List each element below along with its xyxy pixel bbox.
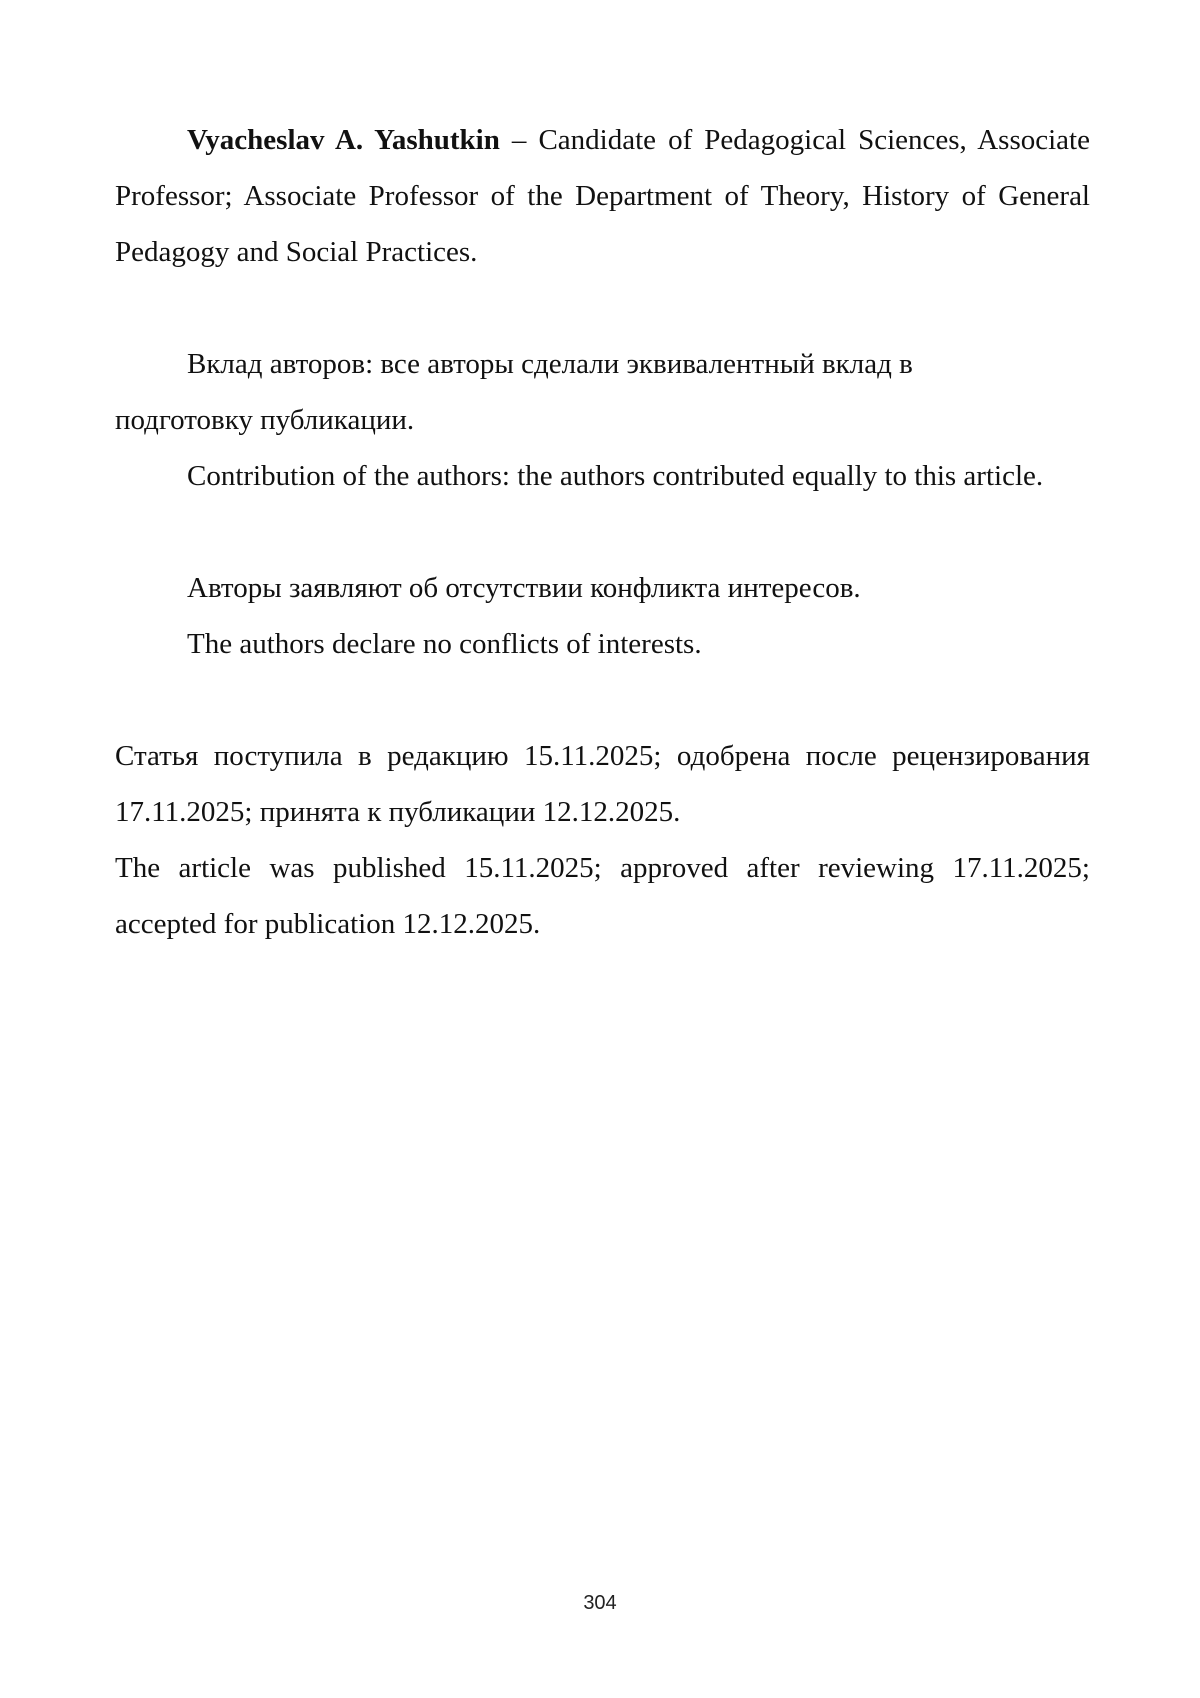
document-page: [115, 112, 1090, 952]
spacer: [115, 504, 1090, 560]
page-number: 304: [583, 1592, 617, 1614]
dates-en: The article was published 15.11.2025; approved after reviewing 17.11.2025; accepted for publication 12.12.2025.: [115, 852, 1090, 940]
dates-ru: Статья поступила в редакцию 15.11.2025; одобрена после рецензирования 17.11.2025; принята к публикации 12.12.2025.: [115, 740, 1090, 828]
author-name: Vyacheslav A. Yashutkin: [187, 124, 500, 156]
author-bio: [115, 112, 1090, 280]
conflict-ru: Авторы заявляют об отсутствии конфликта интересов.: [187, 572, 861, 604]
contribution-en: Contribution of the authors: the authors contributed equally to this article.: [187, 460, 1044, 492]
author-bio-text: – Candidate of Pedagogical Sciences, Associate Professor; Associate Professor of the Department of Theory, History of General Pedagogy and Social Practices.: [115, 124, 1090, 268]
conflict-en: The authors declare no conflicts of interests.: [187, 628, 702, 660]
contribution-ru-line2: подготовку публикации.: [115, 404, 415, 436]
spacer: [115, 280, 1090, 336]
spacer: [115, 672, 1090, 728]
contribution-ru-line1: Вклад авторов: все авторы сделали эквивалентный вклад в: [187, 348, 913, 380]
